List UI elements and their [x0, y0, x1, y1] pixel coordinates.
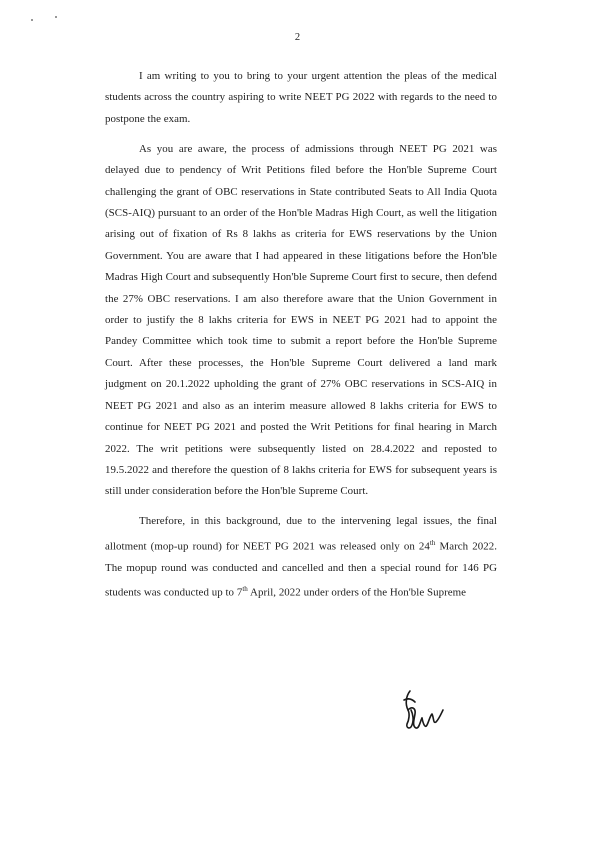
scan-speck [31, 19, 33, 21]
paragraph-1: I am writing to you to bring to your urgent attention the pleas of the medical students across the country aspiring to write NEET PG 2022 with regards to the need to postpone the exam. [105, 70, 497, 125]
page-number: 2 [294, 32, 301, 43]
ordinal-suffix: th [242, 585, 248, 594]
handwritten-signature [398, 688, 446, 734]
scan-speck [55, 16, 57, 18]
ordinal-suffix: th [429, 538, 436, 547]
paragraph-3-text-2: March 2022. The mopup round was conducted and cancelled and then a special round for 146 PG students was conducted up to 7 [105, 540, 497, 599]
paragraph-3-text-3: April, 2022 under orders of the Hon'ble Supreme [247, 586, 467, 599]
paragraph-2: As you are aware, the process of admissions through NEET PG 2021 was delayed due to pendency of Writ Petitions filed before the Hon'ble Supreme Court challenging the grant of OBC reservations in State contributed Seats to All India Quota (SCS-AIQ) pursuant to an order of the Hon'ble Madras High Court, as well the litigation arising out of fixation of Rs 8 lakhs as criteria for EWS reservations by the Union Government. You are aware that I had appeared in these litigations before the Hon'ble Madras High Court and subsequently Hon'ble Supreme Court first to secure, then defend the 27% OBC reservations. I am also therefore aware that the Union Government in order to justify the 8 lakhs criteria for EWS in NEET PG 2021 had to appoint the Pandey Committee which took time to submit a report before the Hon'ble Supreme Court. After these processes, the Hon'ble Supreme Court delivered a land mark judgment on 20.1.2022 upholding the grant of 27% OBC reservations in SCS-AIQ in NEET PG 2021 and also as an interim measure allowed 8 lakhs criteria for EWS to continue for NEET PG 2021 and posted the Writ Petitions for final hearing in March 2022. The writ petitions were subsequently listed on 28.4.2022 and reposted to 19.5.2022 and therefore the question of 8 lakhs criteria for EWS for subsequent years is still under consideration before the Hon'ble Supreme Court. [105, 142, 497, 498]
paragraph-3-text-1: Therefore, in this background, due to the intervening legal issues, the final allotment (mop-up round) for NEET PG 2021 was released only on 24 [105, 515, 497, 553]
paragraph-3 [105, 511, 497, 604]
letter-body [105, 66, 497, 613]
